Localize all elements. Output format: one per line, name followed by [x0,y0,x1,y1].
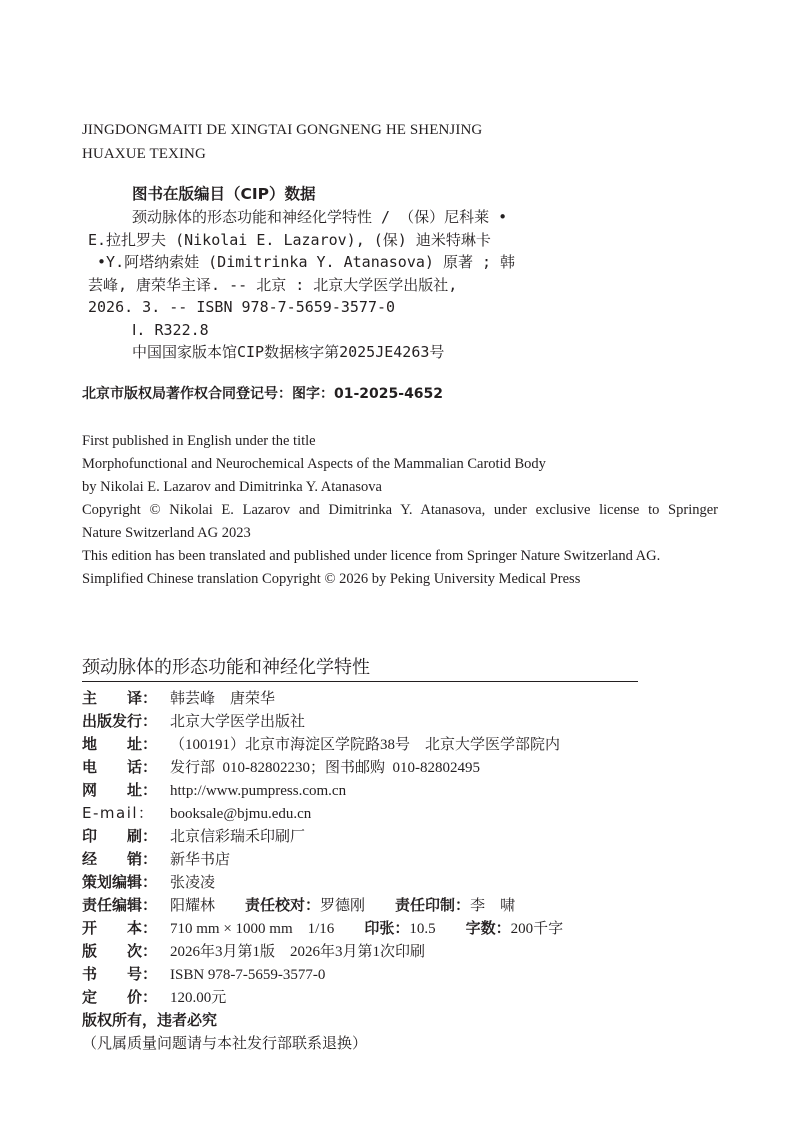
title-divider [82,681,638,682]
info-row-edition [82,940,563,963]
info-value: 120.00元 [170,990,227,1006]
info-label: 策划编辑： [82,873,158,891]
return-note: （凡属质量问题请与本社发行部联系退换） [82,1034,368,1052]
notice-line: First published in English under the title [82,433,316,449]
info-value: 710 mm × 1000 mm 1/16 [170,921,335,937]
info-value: 新华书店 [170,852,231,868]
info-row-printer [82,825,563,848]
info-label: 网 址： [82,781,158,799]
info-label: 出版发行： [82,712,158,730]
book-title: 颈动脉体的形态功能和神经化学特性 [82,657,370,678]
notice-line: by Nikolai E. Lazarov and Dimitrinka Y. Atanasova [82,479,382,495]
info-row-price [82,986,563,1009]
info-row-isbn [82,963,563,986]
info-value: （100191）北京市海淀区学院路38号 北京大学医学部院内 [170,737,561,753]
cip-heading: 图书在版编目（CIP）数据 [132,185,316,203]
website-link[interactable]: http://www.pumpress.com.cn [170,783,347,799]
info-label: 电 话： [82,758,158,776]
info-value: 韩芸峰 唐荣华 [170,691,276,707]
notice-line: Simplified Chinese translation Copyright © 2026 by Peking University Medical Press [82,571,581,587]
info-value: 李 啸 [470,898,516,914]
info-value: 北京信彩瑞禾印刷厂 [170,829,306,845]
pinyin-title-line-1: JINGDONGMAITI DE XINGTAI GONGNENG HE SHENJING [82,122,483,138]
info-value: 2026年3月第1版 2026年3月第1次印刷 [170,944,426,960]
info-row-website [82,779,563,802]
info-label: 责任编辑： [82,896,158,914]
info-label: 主 译： [82,689,158,707]
cip-line: 颈动脉体的形态功能和神经化学特性 / （保）尼科莱 • [132,208,508,226]
info-label: 经 销： [82,850,158,868]
info-row-phone [82,756,563,779]
info-label: 开 本： [82,919,158,937]
publication-info [82,687,563,1055]
info-row-planning-editor [82,871,563,894]
notice-line: Nature Switzerland AG 2023 [82,525,251,541]
info-label: 版 次： [82,942,158,960]
pinyin-title-line-2: HUAXUE TEXING [82,146,206,162]
rights-statement: 版权所有，违者必究 [82,1011,218,1029]
info-value: 罗德刚 [320,898,366,914]
info-value: 发行部 010-82802230；图书邮购 010-82802495 [170,760,480,776]
info-value: 阳耀林 [170,898,216,914]
info-value: 张凌凌 [170,875,216,891]
info-label: 责任校对： [245,896,321,914]
cip-line: 2026. 3. -- ISBN 978-7-5659-3577-0 [88,298,396,316]
notice-line: Copyright © Nikolai E. Lazarov and Dimitrinka Y. Atanasova, under exclusive license to Springer [82,502,718,518]
pinyin-title [82,118,482,166]
info-row-publisher [82,710,563,733]
info-value: 10.5 [409,921,436,937]
info-row-format [82,917,563,940]
cip-line: •Y.阿塔纳索娃 (Dimitrinka Y. Atanasova) 原著 ; 韩 [88,253,516,271]
info-label: 字数： [465,919,511,937]
info-row-translators [82,687,563,710]
english-copyright-notice [82,430,722,591]
info-label: 印张： [364,919,410,937]
info-row-email [82,802,563,825]
notice-line: Morphofunctional and Neurochemical Aspects of the Mammalian Carotid Body [82,456,546,472]
cip-line: 芸峰, 唐荣华主译. -- 北京 : 北京大学医学出版社, [88,275,458,294]
info-row-distributor [82,848,563,871]
info-row-address [82,733,563,756]
cip-classification: Ⅰ. R322.8 [132,320,209,339]
info-value: ISBN 978-7-5659-3577-0 [170,967,326,983]
copyright-registration: 北京市版权局著作权合同登记号：图字：01-2025-4652 [82,386,444,402]
info-value: 北京大学医学出版社 [170,714,306,730]
info-label: 定 价： [82,988,158,1006]
email-link[interactable]: booksale@bjmu.edu.cn [170,806,312,822]
notice-line: This edition has been translated and published under licence from Springer Nature Switzerland AG. [82,548,661,564]
info-label: 印 刷： [82,827,158,845]
info-label: 地 址： [82,735,158,753]
info-label: 书 号： [82,965,158,983]
info-label: E-mail： [82,804,155,822]
info-row-responsible [82,894,563,917]
cip-block [88,183,608,364]
info-value: 200千字 [510,921,564,937]
info-label: 责任印制： [395,896,471,914]
cip-approval-number: 中国国家版本馆CIP数据核字第2025JE4263号 [132,343,445,361]
cip-line: E.拉扎罗夫 (Nikolai E. Lazarov), (保) 迪米特琳卡 [88,230,491,249]
